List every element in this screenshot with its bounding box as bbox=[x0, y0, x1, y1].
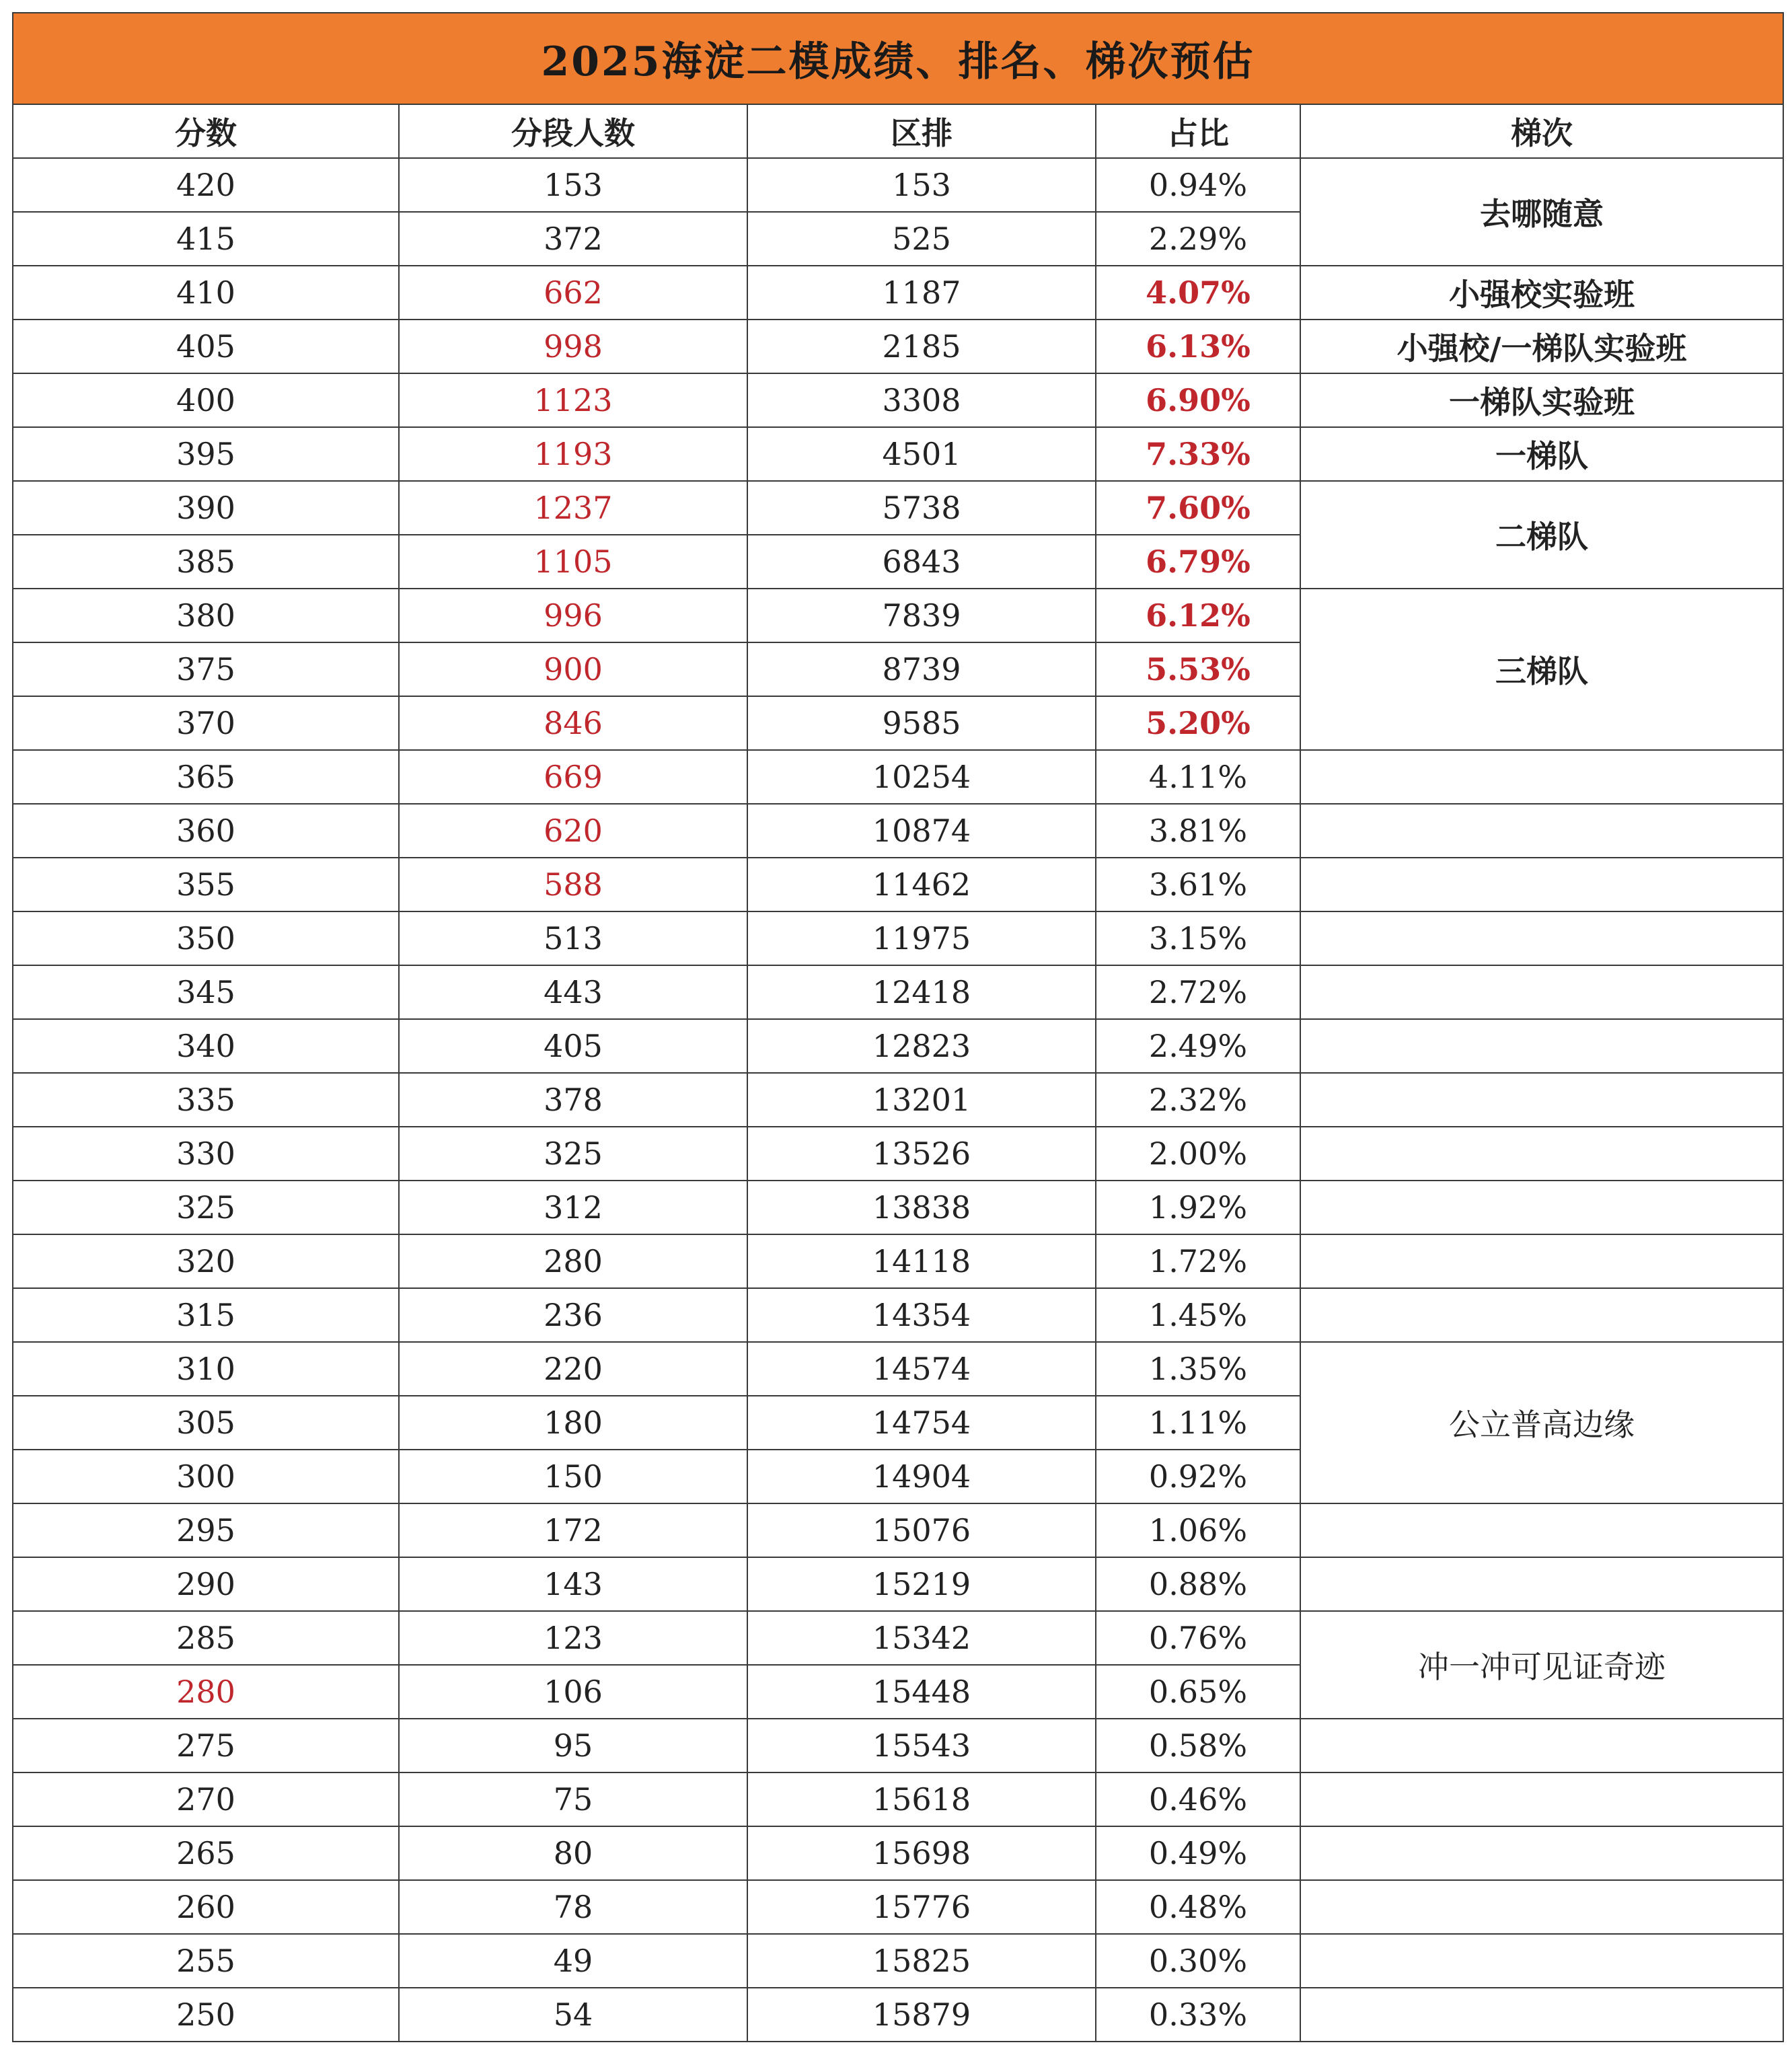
count-cell: 1193 bbox=[399, 427, 747, 481]
percent-cell: 0.33% bbox=[1096, 1988, 1300, 2042]
percent-cell: 2.72% bbox=[1096, 965, 1300, 1019]
tier-cell bbox=[1300, 965, 1783, 1019]
percent-cell: 0.88% bbox=[1096, 1557, 1300, 1611]
table-row bbox=[13, 427, 1783, 481]
rank-cell: 1187 bbox=[747, 266, 1096, 320]
percent-cell: 2.29% bbox=[1096, 212, 1300, 266]
tier-cell: 一梯队实验班 bbox=[1300, 373, 1783, 427]
count-cell: 78 bbox=[399, 1880, 747, 1934]
percent-cell: 0.92% bbox=[1096, 1450, 1300, 1503]
percent-cell: 7.60% bbox=[1096, 481, 1300, 535]
table-row bbox=[13, 158, 1783, 212]
table-row bbox=[13, 1826, 1783, 1880]
count-cell: 662 bbox=[399, 266, 747, 320]
tier-cell: 冲一冲可见证奇迹 bbox=[1300, 1611, 1783, 1719]
tier-cell: 小强校实验班 bbox=[1300, 266, 1783, 320]
percent-cell: 0.94% bbox=[1096, 158, 1300, 212]
table-body bbox=[13, 158, 1783, 2042]
percent-cell: 6.79% bbox=[1096, 535, 1300, 589]
header-row bbox=[13, 104, 1783, 158]
percent-cell: 3.15% bbox=[1096, 911, 1300, 965]
title-row bbox=[13, 13, 1783, 104]
count-cell: 325 bbox=[399, 1127, 747, 1181]
score-cell: 255 bbox=[13, 1934, 399, 1988]
score-cell: 310 bbox=[13, 1342, 399, 1396]
percent-cell: 0.46% bbox=[1096, 1772, 1300, 1826]
tier-cell bbox=[1300, 1880, 1783, 1934]
percent-cell: 4.11% bbox=[1096, 750, 1300, 804]
tier-cell: 一梯队 bbox=[1300, 427, 1783, 481]
count-cell: 143 bbox=[399, 1557, 747, 1611]
count-cell: 405 bbox=[399, 1019, 747, 1073]
tier-cell bbox=[1300, 1772, 1783, 1826]
percent-cell: 5.53% bbox=[1096, 642, 1300, 696]
table-row bbox=[13, 1073, 1783, 1127]
rank-cell: 15219 bbox=[747, 1557, 1096, 1611]
count-cell: 378 bbox=[399, 1073, 747, 1127]
tier-cell bbox=[1300, 1826, 1783, 1880]
table-row bbox=[13, 858, 1783, 911]
percent-cell: 0.30% bbox=[1096, 1934, 1300, 1988]
count-cell: 150 bbox=[399, 1450, 747, 1503]
header-tier: 梯次 bbox=[1300, 104, 1783, 158]
tier-cell bbox=[1300, 804, 1783, 858]
score-cell: 415 bbox=[13, 212, 399, 266]
rank-cell: 12418 bbox=[747, 965, 1096, 1019]
count-cell: 312 bbox=[399, 1181, 747, 1234]
rank-cell: 14754 bbox=[747, 1396, 1096, 1450]
percent-cell: 0.76% bbox=[1096, 1611, 1300, 1665]
rank-cell: 525 bbox=[747, 212, 1096, 266]
count-cell: 588 bbox=[399, 858, 747, 911]
score-cell: 410 bbox=[13, 266, 399, 320]
table-row bbox=[13, 804, 1783, 858]
tier-cell: 三梯队 bbox=[1300, 589, 1783, 750]
header-score: 分数 bbox=[13, 104, 399, 158]
tier-cell: 二梯队 bbox=[1300, 481, 1783, 589]
rank-cell: 14574 bbox=[747, 1342, 1096, 1396]
count-cell: 75 bbox=[399, 1772, 747, 1826]
count-cell: 846 bbox=[399, 696, 747, 750]
rank-cell: 15076 bbox=[747, 1503, 1096, 1557]
tier-cell bbox=[1300, 1988, 1783, 2042]
rank-cell: 15342 bbox=[747, 1611, 1096, 1665]
table-row bbox=[13, 1234, 1783, 1288]
percent-cell: 1.06% bbox=[1096, 1503, 1300, 1557]
tier-cell bbox=[1300, 1127, 1783, 1181]
table-row bbox=[13, 266, 1783, 320]
rank-cell: 12823 bbox=[747, 1019, 1096, 1073]
score-cell: 350 bbox=[13, 911, 399, 965]
table-row bbox=[13, 373, 1783, 427]
percent-cell: 5.20% bbox=[1096, 696, 1300, 750]
rank-cell: 3308 bbox=[747, 373, 1096, 427]
percent-cell: 2.00% bbox=[1096, 1127, 1300, 1181]
table-row bbox=[13, 911, 1783, 965]
tier-cell bbox=[1300, 1073, 1783, 1127]
score-cell: 375 bbox=[13, 642, 399, 696]
table-row bbox=[13, 589, 1783, 642]
count-cell: 95 bbox=[399, 1719, 747, 1772]
count-cell: 513 bbox=[399, 911, 747, 965]
count-cell: 669 bbox=[399, 750, 747, 804]
rank-cell: 4501 bbox=[747, 427, 1096, 481]
percent-cell: 2.49% bbox=[1096, 1019, 1300, 1073]
tier-cell bbox=[1300, 911, 1783, 965]
score-cell: 305 bbox=[13, 1396, 399, 1450]
tier-cell bbox=[1300, 1019, 1783, 1073]
table-row bbox=[13, 965, 1783, 1019]
rank-cell: 15618 bbox=[747, 1772, 1096, 1826]
count-cell: 172 bbox=[399, 1503, 747, 1557]
tier-cell bbox=[1300, 1934, 1783, 1988]
rank-cell: 15825 bbox=[747, 1934, 1096, 1988]
count-cell: 996 bbox=[399, 589, 747, 642]
score-cell: 380 bbox=[13, 589, 399, 642]
rank-cell: 5738 bbox=[747, 481, 1096, 535]
score-cell: 250 bbox=[13, 1988, 399, 2042]
percent-cell: 4.07% bbox=[1096, 266, 1300, 320]
rank-cell: 13526 bbox=[747, 1127, 1096, 1181]
count-cell: 123 bbox=[399, 1611, 747, 1665]
score-cell: 330 bbox=[13, 1127, 399, 1181]
count-cell: 372 bbox=[399, 212, 747, 266]
count-cell: 153 bbox=[399, 158, 747, 212]
rank-cell: 11462 bbox=[747, 858, 1096, 911]
score-cell: 335 bbox=[13, 1073, 399, 1127]
tier-cell bbox=[1300, 1719, 1783, 1772]
score-cell: 320 bbox=[13, 1234, 399, 1288]
score-table bbox=[12, 12, 1784, 2042]
count-cell: 49 bbox=[399, 1934, 747, 1988]
percent-cell: 0.49% bbox=[1096, 1826, 1300, 1880]
rank-cell: 15698 bbox=[747, 1826, 1096, 1880]
percent-cell: 0.58% bbox=[1096, 1719, 1300, 1772]
percent-cell: 7.33% bbox=[1096, 427, 1300, 481]
count-cell: 280 bbox=[399, 1234, 747, 1288]
rank-cell: 9585 bbox=[747, 696, 1096, 750]
percent-cell: 2.32% bbox=[1096, 1073, 1300, 1127]
score-cell: 300 bbox=[13, 1450, 399, 1503]
score-cell: 295 bbox=[13, 1503, 399, 1557]
score-cell: 385 bbox=[13, 535, 399, 589]
score-cell: 315 bbox=[13, 1288, 399, 1342]
table-row bbox=[13, 481, 1783, 535]
percent-cell: 0.65% bbox=[1096, 1665, 1300, 1719]
count-cell: 1123 bbox=[399, 373, 747, 427]
rank-cell: 153 bbox=[747, 158, 1096, 212]
score-cell: 265 bbox=[13, 1826, 399, 1880]
score-cell: 370 bbox=[13, 696, 399, 750]
count-cell: 1105 bbox=[399, 535, 747, 589]
percent-cell: 1.72% bbox=[1096, 1234, 1300, 1288]
count-cell: 180 bbox=[399, 1396, 747, 1450]
rank-cell: 14118 bbox=[747, 1234, 1096, 1288]
rank-cell: 15543 bbox=[747, 1719, 1096, 1772]
table-row bbox=[13, 1181, 1783, 1234]
percent-cell: 0.48% bbox=[1096, 1880, 1300, 1934]
count-cell: 620 bbox=[399, 804, 747, 858]
rank-cell: 15879 bbox=[747, 1988, 1096, 2042]
score-cell: 270 bbox=[13, 1772, 399, 1826]
count-cell: 80 bbox=[399, 1826, 747, 1880]
tier-cell: 公立普高边缘 bbox=[1300, 1342, 1783, 1503]
percent-cell: 1.35% bbox=[1096, 1342, 1300, 1396]
rank-cell: 7839 bbox=[747, 589, 1096, 642]
table-row bbox=[13, 1880, 1783, 1934]
rank-cell: 14904 bbox=[747, 1450, 1096, 1503]
count-cell: 443 bbox=[399, 965, 747, 1019]
table-title: 2025海淀二模成绩、排名、梯次预估 bbox=[13, 13, 1783, 104]
table-row bbox=[13, 1611, 1783, 1665]
count-cell: 54 bbox=[399, 1988, 747, 2042]
table-row bbox=[13, 1934, 1783, 1988]
header-percent: 占比 bbox=[1096, 104, 1300, 158]
table-row bbox=[13, 320, 1783, 373]
score-cell: 420 bbox=[13, 158, 399, 212]
score-cell: 260 bbox=[13, 1880, 399, 1934]
table-row bbox=[13, 1342, 1783, 1396]
score-cell: 355 bbox=[13, 858, 399, 911]
count-cell: 220 bbox=[399, 1342, 747, 1396]
count-cell: 900 bbox=[399, 642, 747, 696]
score-cell: 285 bbox=[13, 1611, 399, 1665]
tier-cell bbox=[1300, 1181, 1783, 1234]
score-cell: 365 bbox=[13, 750, 399, 804]
score-cell: 325 bbox=[13, 1181, 399, 1234]
count-cell: 998 bbox=[399, 320, 747, 373]
count-cell: 236 bbox=[399, 1288, 747, 1342]
rank-cell: 11975 bbox=[747, 911, 1096, 965]
table-row bbox=[13, 1719, 1783, 1772]
tier-cell bbox=[1300, 858, 1783, 911]
score-cell: 390 bbox=[13, 481, 399, 535]
rank-cell: 15776 bbox=[747, 1880, 1096, 1934]
table-row bbox=[13, 1019, 1783, 1073]
score-cell: 290 bbox=[13, 1557, 399, 1611]
score-cell: 280 bbox=[13, 1665, 399, 1719]
percent-cell: 3.61% bbox=[1096, 858, 1300, 911]
tier-cell: 小强校/一梯队实验班 bbox=[1300, 320, 1783, 373]
tier-cell bbox=[1300, 1503, 1783, 1557]
rank-cell: 14354 bbox=[747, 1288, 1096, 1342]
percent-cell: 1.92% bbox=[1096, 1181, 1300, 1234]
rank-cell: 10254 bbox=[747, 750, 1096, 804]
percent-cell: 6.13% bbox=[1096, 320, 1300, 373]
score-cell: 340 bbox=[13, 1019, 399, 1073]
rank-cell: 6843 bbox=[747, 535, 1096, 589]
table-row bbox=[13, 1503, 1783, 1557]
rank-cell: 10874 bbox=[747, 804, 1096, 858]
table-row bbox=[13, 1988, 1783, 2042]
table-row bbox=[13, 1557, 1783, 1611]
rank-cell: 15448 bbox=[747, 1665, 1096, 1719]
percent-cell: 3.81% bbox=[1096, 804, 1300, 858]
count-cell: 106 bbox=[399, 1665, 747, 1719]
score-cell: 275 bbox=[13, 1719, 399, 1772]
tier-cell bbox=[1300, 1557, 1783, 1611]
tier-cell bbox=[1300, 1288, 1783, 1342]
table-row bbox=[13, 750, 1783, 804]
score-cell: 395 bbox=[13, 427, 399, 481]
table-row bbox=[13, 1127, 1783, 1181]
tier-cell bbox=[1300, 750, 1783, 804]
score-cell: 400 bbox=[13, 373, 399, 427]
percent-cell: 6.12% bbox=[1096, 589, 1300, 642]
rank-cell: 8739 bbox=[747, 642, 1096, 696]
percent-cell: 6.90% bbox=[1096, 373, 1300, 427]
score-cell: 345 bbox=[13, 965, 399, 1019]
rank-cell: 2185 bbox=[747, 320, 1096, 373]
table-row bbox=[13, 1288, 1783, 1342]
count-cell: 1237 bbox=[399, 481, 747, 535]
score-cell: 360 bbox=[13, 804, 399, 858]
table-row bbox=[13, 1772, 1783, 1826]
rank-cell: 13838 bbox=[747, 1181, 1096, 1234]
header-count: 分段人数 bbox=[399, 104, 747, 158]
header-rank: 区排 bbox=[747, 104, 1096, 158]
score-cell: 405 bbox=[13, 320, 399, 373]
rank-cell: 13201 bbox=[747, 1073, 1096, 1127]
percent-cell: 1.45% bbox=[1096, 1288, 1300, 1342]
tier-cell: 去哪随意 bbox=[1300, 158, 1783, 266]
percent-cell: 1.11% bbox=[1096, 1396, 1300, 1450]
tier-cell bbox=[1300, 1234, 1783, 1288]
